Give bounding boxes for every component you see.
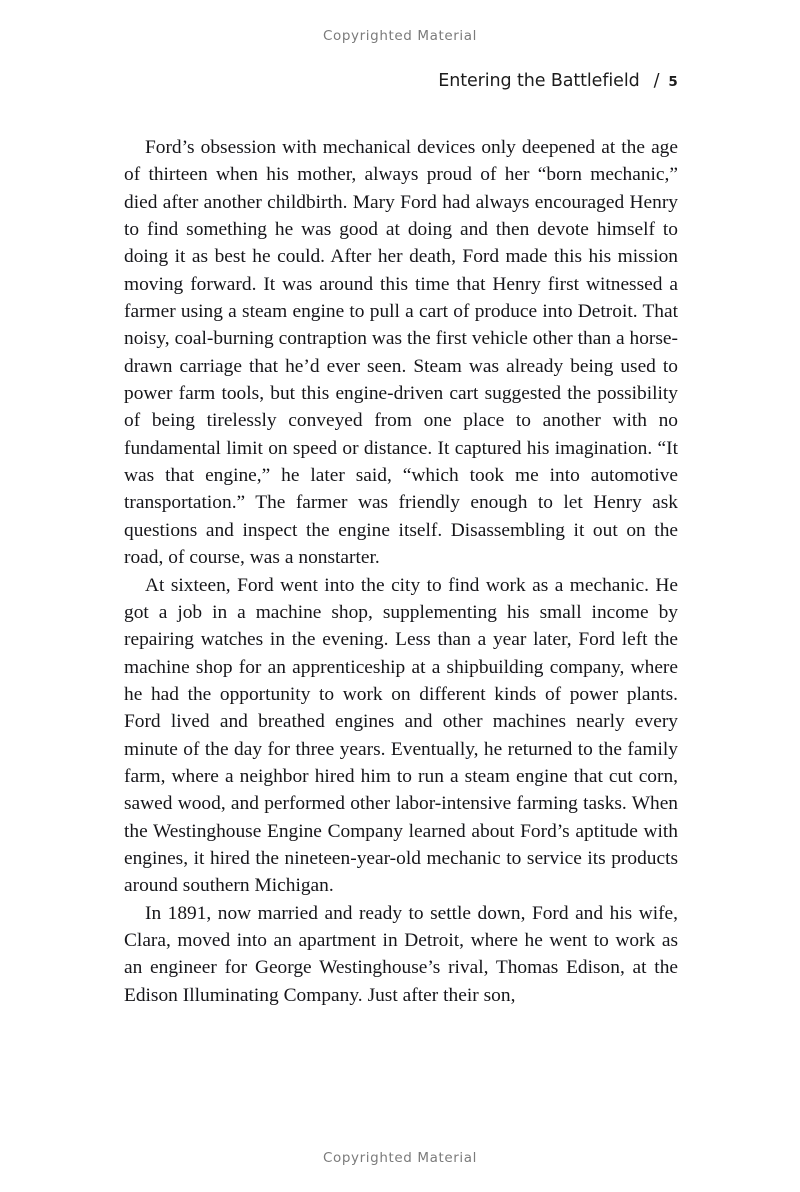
copyright-watermark-bottom: Copyrighted Material (323, 1150, 477, 1166)
body-paragraph-2: At sixteen, Ford went into the city to find work as a mechanic. He got a job in a machine shop, supplementing his small income by repairing watches in the evening. Less than a year later, Ford left the machine shop for an apprenticeship at a shipbuilding company, where he had the opportunity to work on different kinds of power plants. Ford lived and breathed engines and other machines nearly every minute of the day for three years. Eventually, he returned to the family farm, where a neighbor hired him to run a steam engine that cut corn, sawed wood, and performed other labor-intensive farming tasks. When the Westinghouse Engine Company learned about Ford’s aptitude with engines, it hired the nineteen-year-old mechanic to service its products around southern Michigan. (124, 574, 678, 897)
body-paragraph-1: Ford’s obsession with mechanical devices only deepened at the age of thirteen when his mother, always proud of her “born mechanic,” died after another childbirth. Mary Ford had always encouraged Henry to find something he was good at doing and then devote himself to doing it as best he could. After her death, Ford made this his mission moving forward. It was around this time that Henry first witnessed a farmer using a steam engine to pull a cart of produce into Detroit. That noisy, coal-burning contraption was the first vehicle other than a horse-drawn carriage that he’d ever seen. Steam was already being used to power farm tools, but this engine-driven cart suggested the possibility of being tirelessly conveyed from one place to another with no fundamental limit on speed or distance. It captured his imagination. “It was that engine,” he later said, “which took me into automotive transportation.” The farmer was friendly enough to let Henry ask questions and inspect the engine itself. Disassembling it out on the road, of course, was a nonstarter. (124, 137, 678, 569)
copyright-watermark-top: Copyrighted Material (323, 28, 477, 44)
running-head-chapter-title: Entering the Battlefield (438, 71, 640, 91)
running-head (124, 71, 678, 91)
running-head-separator: / (653, 71, 660, 91)
body-paragraph-3: In 1891, now married and ready to settle down, Ford and his wife, Clara, moved into an apartment in Detroit, where he went to work as an engineer for George Westinghouse’s rival, Thomas Edison, at the Edison Illuminating Company. Just after their son, (124, 902, 678, 1006)
page-number: 5 (668, 74, 678, 90)
body-text-column (124, 134, 678, 1009)
